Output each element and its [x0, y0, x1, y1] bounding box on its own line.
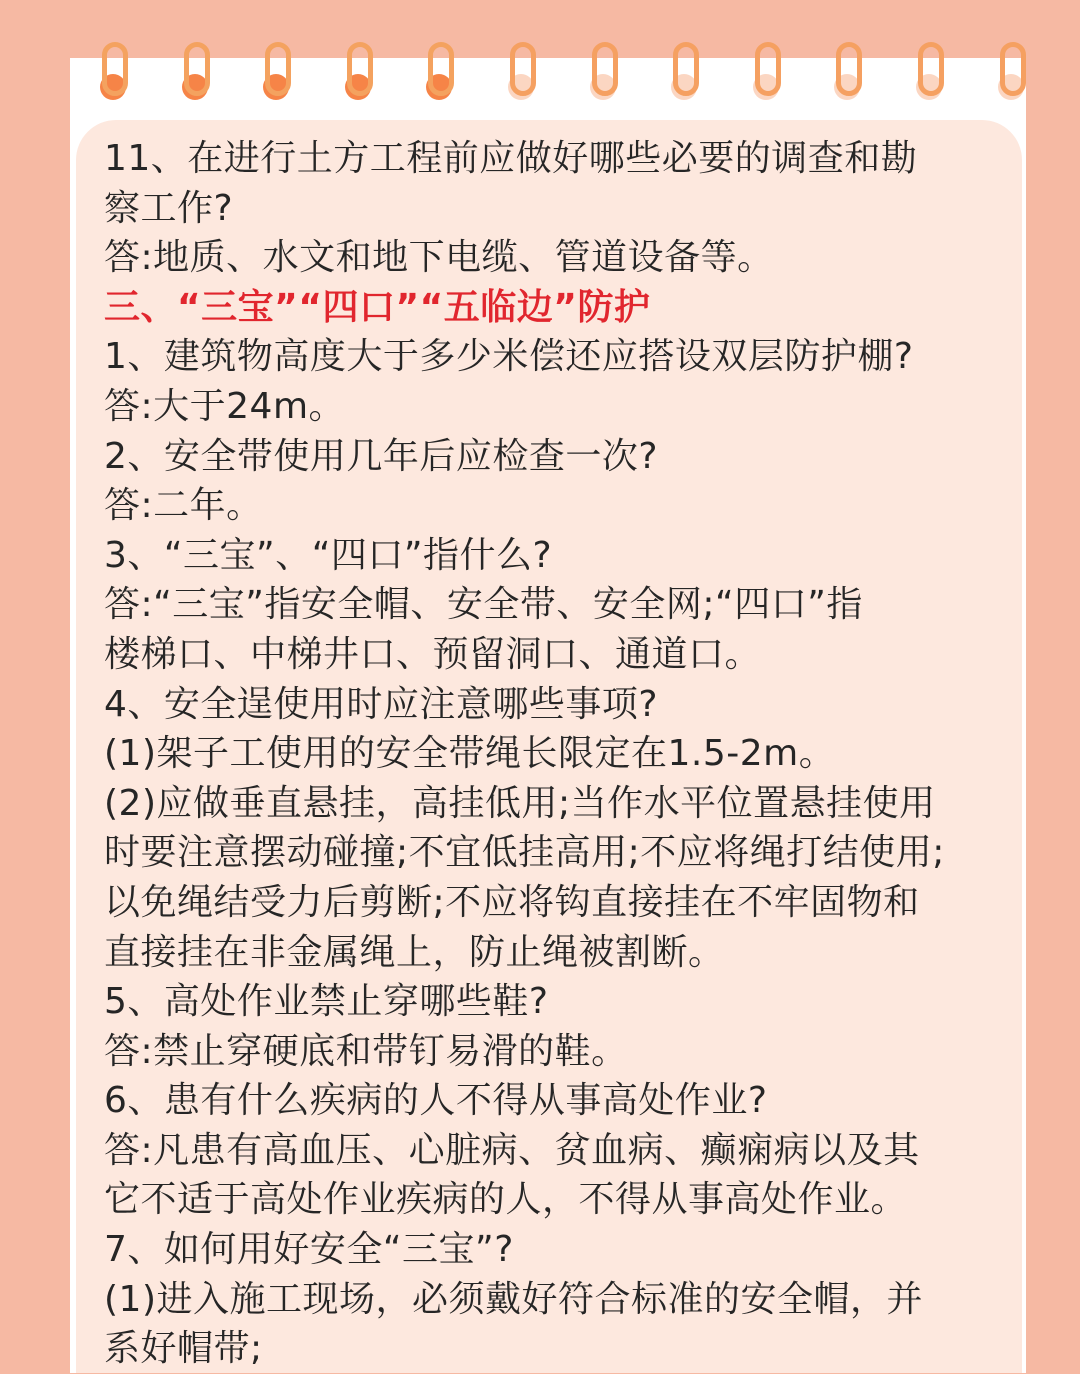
text-line: 1、建筑物高度大于多少米偿还应搭设双层防护棚? [104, 336, 914, 378]
text-line: 时要注意摆动碰撞;不宜低挂高用;不应将绳打结使用; [104, 832, 945, 874]
ring-loop-icon [102, 42, 128, 96]
text-line: 7、如何用好安全“三宝”? [104, 1229, 514, 1271]
text-line: 直接挂在非金属绳上，防止绳被割断。 [104, 931, 725, 973]
text-line: 11、在进行土方工程前应做好哪些必要的调查和勘 [104, 138, 918, 179]
text-line: 答:凡患有高血压、心脏病、贫血病、癫痫病以及其 [104, 1129, 920, 1171]
ring-loop-icon [918, 42, 944, 96]
binder-ring-icon [180, 40, 210, 100]
ring-loop-icon [755, 42, 781, 96]
ring-loop-icon [836, 42, 862, 96]
text-line: 它不适于高处作业疾病的人，不得从事高处作业。 [104, 1179, 908, 1221]
text-line: 2、安全带使用几年后应检查一次? [104, 435, 659, 477]
binder-ring-icon [343, 40, 373, 100]
text-line: 答:“三宝”指安全帽、安全带、安全网;“四口”指 [104, 584, 863, 626]
binder-ring-icon [751, 40, 781, 100]
ring-loop-icon [184, 42, 210, 96]
binder-ring-icon [914, 40, 944, 100]
binder-rings [70, 40, 1026, 102]
text-line: 4、安全逞使用时应注意哪些事项? [104, 683, 659, 725]
binder-ring-icon [996, 40, 1026, 100]
binder-ring-icon [588, 40, 618, 100]
binder-ring-icon [261, 40, 291, 100]
qa-text-block [104, 134, 1014, 1374]
text-line: (2)应做垂直悬挂，高挂低用;当作水平位置悬挂使用 [104, 782, 936, 824]
text-line: (1)进入施工现场，必须戴好符合标准的安全帽，并 [104, 1278, 923, 1320]
binder-ring-icon [669, 40, 699, 100]
text-line: 系好帽带; [104, 1328, 263, 1370]
ring-loop-icon [265, 42, 291, 96]
binder-ring-icon [832, 40, 862, 100]
binder-ring-icon [424, 40, 454, 100]
text-line: (1)架子工使用的安全带绳长限定在1.5-2m。 [104, 733, 836, 775]
text-line: 察工作? [104, 187, 234, 229]
ring-loop-icon [510, 42, 536, 96]
text-line: 答:二年。 [104, 485, 263, 527]
text-line: 6、患有什么疾病的人不得从事高处作业? [104, 1080, 768, 1122]
binder-ring-icon [98, 40, 128, 100]
text-line: 5、高处作业禁止穿哪些鞋? [104, 981, 549, 1023]
text-line: 答:禁止穿硬底和带钉易滑的鞋。 [104, 1030, 628, 1072]
binder-ring-icon [506, 40, 536, 100]
ring-loop-icon [673, 42, 699, 96]
ring-loop-icon [1000, 42, 1026, 96]
section-heading: 三、“三宝”“四口”“五临边”防护 [104, 286, 651, 328]
text-line: 楼梯口、中梯井口、预留洞口、通道口。 [104, 633, 762, 675]
ring-loop-icon [428, 42, 454, 96]
ring-loop-icon [347, 42, 373, 96]
text-line: 答:地质、水文和地下电缆、管道设备等。 [104, 237, 774, 279]
text-line: 3、“三宝”、“四口”指什么? [104, 534, 553, 576]
text-line: 答:大于24m。 [104, 385, 346, 427]
text-line: 以免绳结受力后剪断;不应将钩直接挂在不牢固物和 [104, 881, 920, 923]
ring-loop-icon [592, 42, 618, 96]
